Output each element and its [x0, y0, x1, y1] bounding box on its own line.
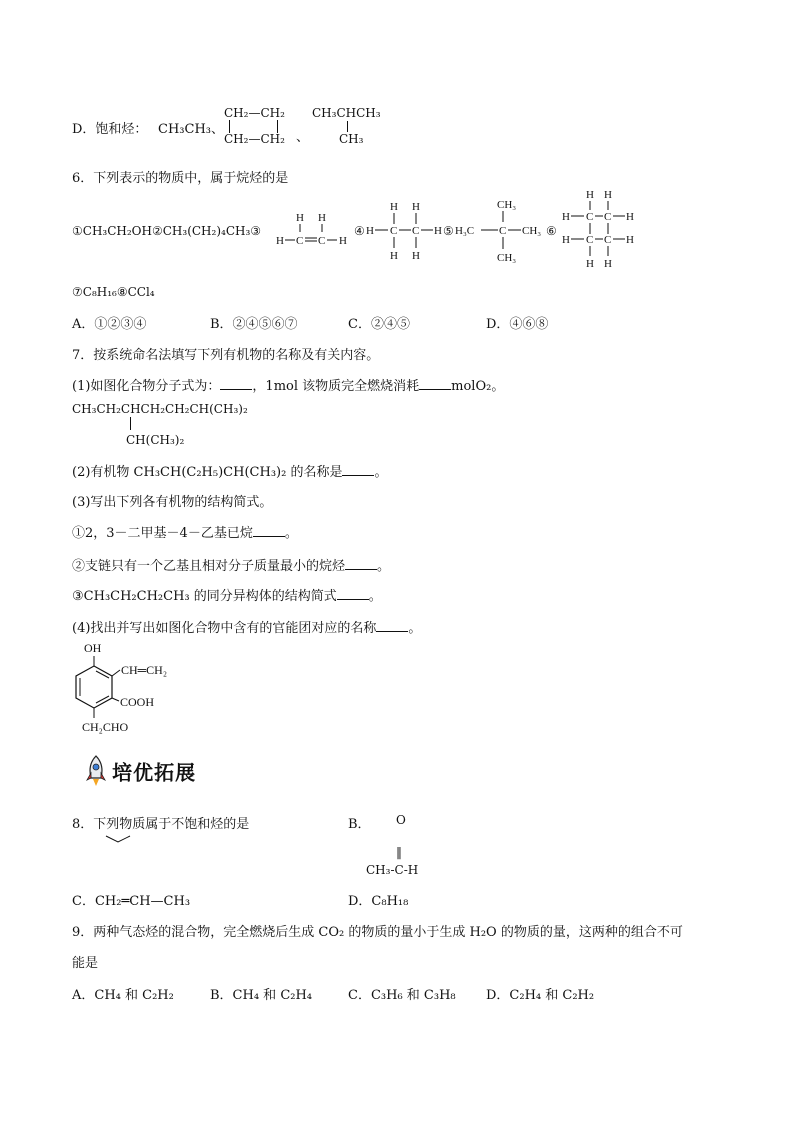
q7-s1-blank — [253, 525, 285, 537]
atom-h: H — [339, 235, 347, 247]
atom-h: H — [390, 201, 398, 213]
q5-d-label: D．饱和烃： — [72, 122, 148, 137]
atom-h: H — [562, 211, 570, 223]
q7-s3-end: 。 — [368, 589, 382, 604]
q7-s1-end: 。 — [284, 526, 298, 541]
atom-c: C — [296, 235, 304, 247]
q8-b-oxygen: O — [396, 813, 406, 827]
q8-option-b-label: B． — [348, 817, 371, 832]
q7-benzene-compound — [64, 638, 194, 738]
q7-part-3: (3)写出下列各有机物的结构简式。 — [72, 495, 273, 510]
q7-struct-branch-bond — [130, 417, 131, 430]
atom-c: C — [390, 225, 398, 237]
atom-h: H — [586, 189, 594, 201]
ring-ch2cho-label: CH₂CHO — [82, 720, 129, 734]
q7-part-2 — [72, 461, 387, 480]
q7-s2-end: 。 — [377, 559, 391, 574]
q5-d-iso-bottom: CH₃ — [339, 132, 364, 146]
q7-sub-3 — [72, 585, 382, 604]
q7-p1-text-c: molO₂。 — [451, 379, 505, 394]
q9-option-c: C．C₃H₆ 和 C₃H₈ — [348, 988, 456, 1003]
atom-h: H — [586, 258, 594, 270]
q7-p2-blank — [342, 464, 374, 476]
q6-item-4-marker: ④ — [354, 224, 365, 238]
q7-p2-text: (2)有机物 CH₃CH(C₂H₅)CH(CH₃)₂ 的名称是 — [72, 465, 343, 480]
q6-items-7-8: ⑦C₈H₁₆⑧CCl₄ — [72, 285, 155, 299]
ring-vinyl-label: CH═CH₂ — [121, 663, 168, 677]
atom-h: H — [412, 201, 420, 213]
section-title: 培优拓展 — [112, 760, 197, 785]
q9-stem-line-2: 能是 — [72, 956, 99, 971]
q8-option-a-stem: 8．下列物质属于不饱和烃的是 — [72, 817, 250, 832]
atom-h: H — [412, 250, 420, 262]
q5-d-ring-top: CH₂—CH₂ — [224, 106, 285, 120]
q6-ethane-structure — [366, 198, 444, 262]
bond — [112, 698, 119, 701]
q7-s3-text: ③CH₃CH₂CH₂CH₃ 的同分异构体的结构简式 — [72, 589, 337, 604]
q7-s1-text: ①2，3－二甲基－4－乙基已烷 — [72, 526, 253, 541]
ring-inner-bond — [96, 696, 109, 703]
atom-c: C — [586, 211, 594, 223]
q7-part-1 — [72, 375, 504, 394]
q6-propane-structure — [562, 186, 642, 274]
atom-h: H — [626, 211, 634, 223]
bond — [106, 836, 130, 842]
q9-option-b: B．CH₄ 和 C₂H₄ — [210, 988, 313, 1003]
q6-neopentane-structure — [455, 194, 547, 264]
q7-p1-text: (1)如图化合物分子式为： — [72, 379, 221, 394]
section-header — [84, 754, 196, 788]
atom-c: C — [318, 235, 326, 247]
atom-c: C — [412, 225, 420, 237]
q5-d-sep: 、 — [296, 130, 310, 145]
atom-h: H — [626, 234, 634, 246]
q7-part-4 — [72, 617, 421, 636]
q7-p4-end: 。 — [408, 621, 422, 636]
q6-option-b: B．②④⑤⑥⑦ — [210, 317, 298, 332]
q7-s3-blank — [337, 588, 369, 600]
q7-sub-2 — [72, 555, 390, 574]
atom-h: H — [366, 225, 374, 237]
q7-s2-text: ②支链只有一个乙基且相对分子质量最小的烷烃 — [72, 559, 346, 574]
atom-c: C — [604, 211, 612, 223]
atom-ch3: CH₃ — [497, 252, 517, 264]
ring-cooh-label: COOH — [120, 695, 155, 709]
atom-h: H — [604, 189, 612, 201]
q6-items-1-3: ①CH₃CH₂OH②CH₃(CH₂)₄CH₃③ — [72, 224, 262, 238]
q9-option-a: A．CH₄ 和 C₂H₂ — [72, 988, 174, 1003]
q8-option-c: C．CH₂═CH—CH₃ — [72, 894, 191, 909]
ring-inner-bond — [96, 671, 109, 678]
q7-p1-text-b: ，1mol 该物质完全燃烧消耗 — [252, 379, 420, 394]
q7-p2-end: 。 — [374, 465, 388, 480]
q7-sub-1 — [72, 522, 298, 541]
atom-c: C — [604, 234, 612, 246]
q6-option-d: D．④⑥⑧ — [486, 317, 549, 332]
q6-stem: 6．下列表示的物质中，属于烷烃的是 — [72, 171, 289, 186]
atom-h: H — [604, 258, 612, 270]
q7-p1-blank-formula — [220, 378, 252, 390]
q6-item-6-marker: ⑥ — [546, 224, 557, 238]
q6-item-5-marker: ⑤ — [443, 224, 454, 238]
atom-h: H — [296, 212, 304, 224]
rocket-icon — [84, 754, 108, 788]
atom-h: H — [318, 212, 326, 224]
q7-struct-main: CH₃CH₂CHCH₂CH₂CH(CH₃)₂ — [72, 402, 248, 416]
q8-zigzag-structure — [104, 834, 134, 844]
q7-s2-blank — [345, 558, 377, 570]
q8-b-chain: CH₃-C-H — [366, 863, 419, 877]
atom-h3c: H₃C — [455, 225, 475, 237]
q7-stem: 7．按系统命名法填写下列有机物的名称及有关内容。 — [72, 348, 380, 363]
atom-h: H — [390, 250, 398, 262]
q5-d-iso-bond — [347, 121, 348, 132]
q7-p4-blank — [376, 620, 408, 632]
q7-p1-blank-o2 — [419, 378, 451, 390]
q8-b-double-bond: ‖ — [396, 845, 402, 859]
q7-p4-text: (4)找出并写出如图化合物中含有的官能团对应的名称 — [72, 621, 377, 636]
q7-struct-branch: CH(CH₃)₂ — [126, 433, 185, 447]
ring-oh-label: OH — [84, 641, 102, 655]
q9-stem-line-1: 9．两种气态烃的混合物，完全燃烧后生成 CO₂ 的物质的量小于生成 H₂O 的物质的量，这两种的组合不可 — [72, 925, 683, 940]
q5-d-ethane: CH₃CH₃、 — [158, 122, 224, 137]
q6-option-c: C．②④⑤ — [348, 317, 410, 332]
atom-c: C — [586, 234, 594, 246]
atom-h: H — [562, 234, 570, 246]
atom-ch3: CH₃ — [497, 199, 517, 211]
q5-d-iso-top: CH₃CHCH₃ — [312, 106, 381, 120]
q6-ethene-structure — [276, 208, 354, 248]
q5-d-ring-bottom: CH₂—CH₂ — [224, 132, 285, 146]
q8-option-d: D．C₈H₁₈ — [348, 894, 409, 909]
atom-h: H — [434, 225, 442, 237]
atom-c: C — [499, 225, 507, 237]
bond — [112, 670, 120, 676]
q6-option-a: A．①②③④ — [72, 317, 147, 332]
atom-ch3: CH₃ — [522, 225, 542, 237]
atom-h: H — [276, 235, 284, 247]
q9-option-d: D．C₂H₄ 和 C₂H₂ — [486, 988, 595, 1003]
benzene-ring — [76, 666, 112, 708]
